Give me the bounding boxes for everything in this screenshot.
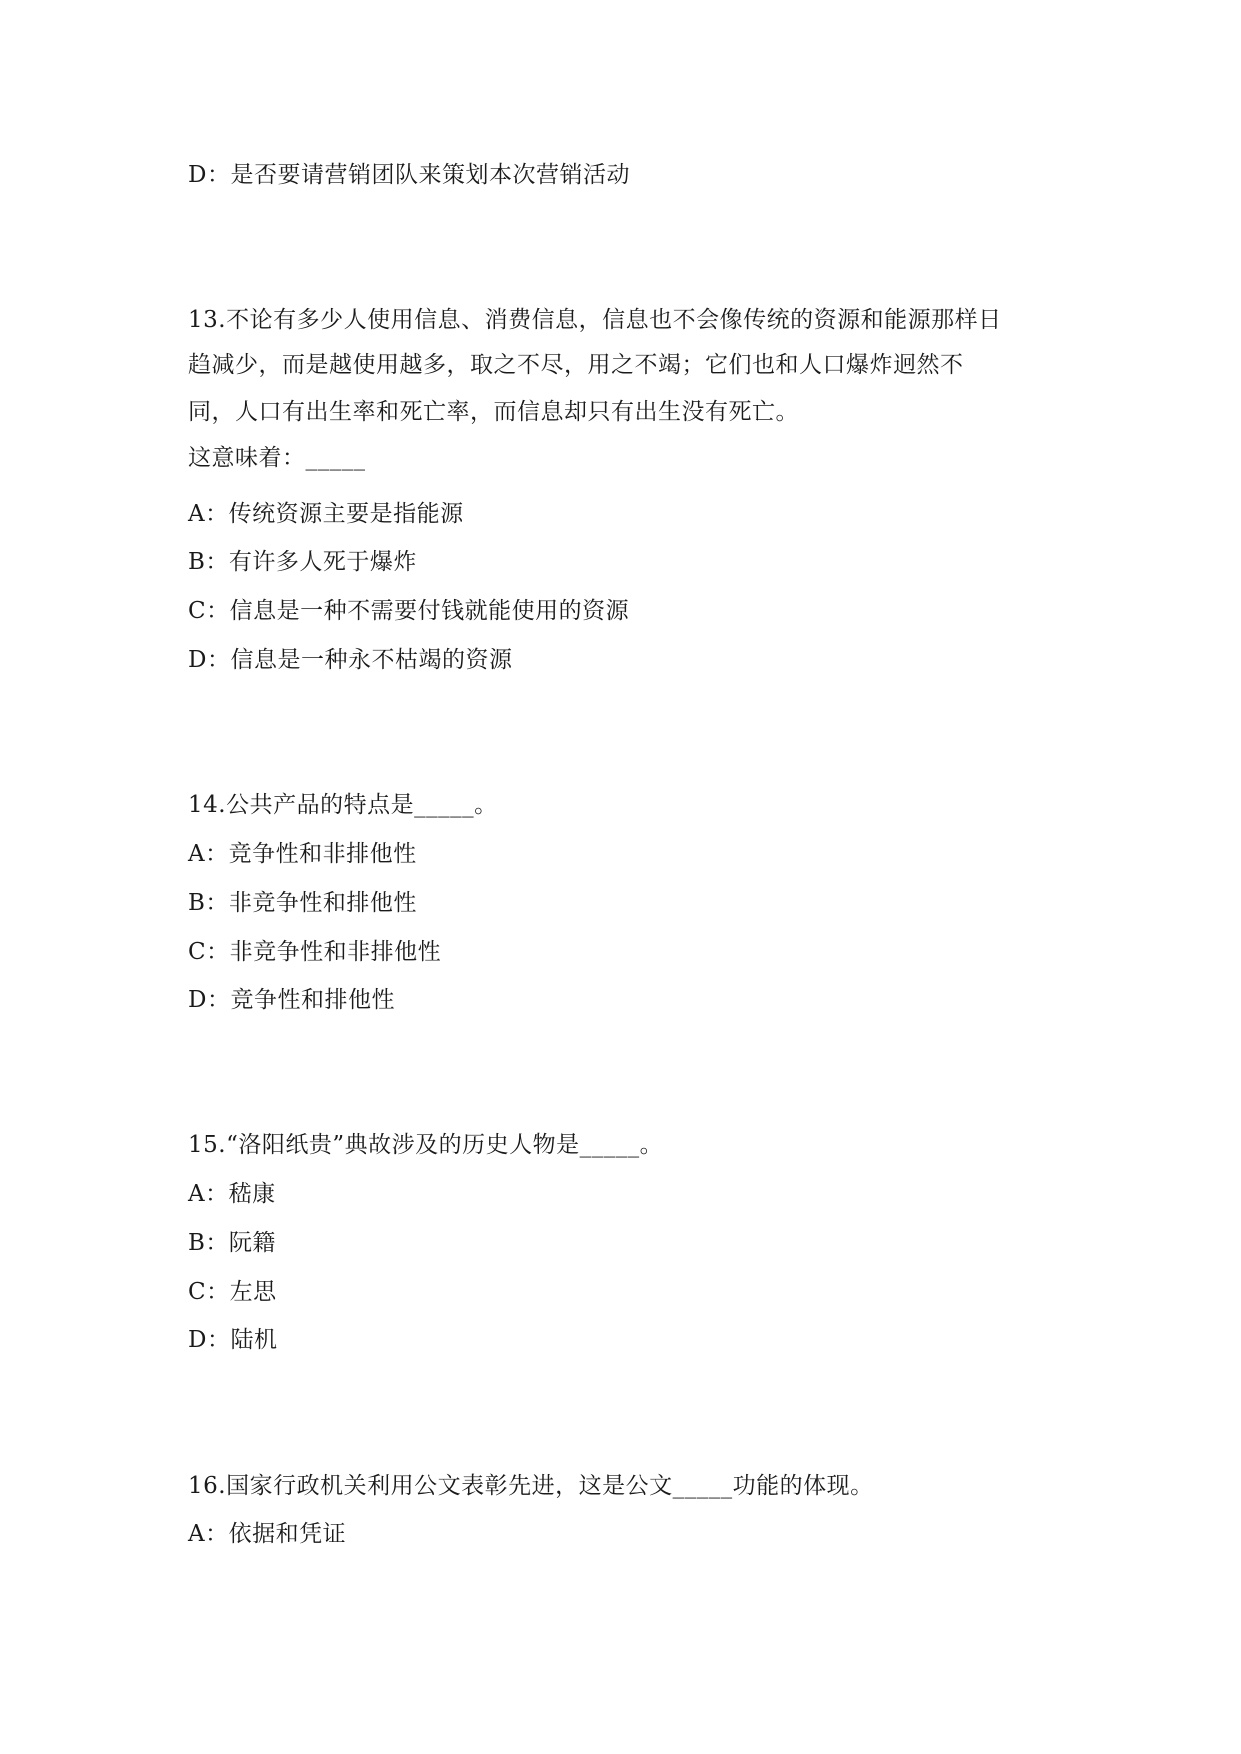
question-16-stem: 16.国家行政机关利用公文表彰先进，这是公文_____功能的体现。 [188,1473,874,1499]
question-15-option-b: B：阮籍 [188,1230,276,1256]
question-13-stem-line-3: 同，人口有出生率和死亡率，而信息却只有出生没有死亡。 [188,399,799,425]
question-15-option-d: D：陆机 [188,1327,278,1353]
prev-question-option-d: D：是否要请营销团队来策划本次营销活动 [188,162,630,188]
question-15-stem: 15.“洛阳纸贵”典故涉及的历史人物是_____。 [188,1132,664,1158]
question-15-option-a: A：嵇康 [188,1181,276,1207]
question-13-option-a: A：传统资源主要是指能源 [188,501,464,527]
question-14-option-b: B：非竞争性和排他性 [188,890,417,916]
question-13-option-c: C：信息是一种不需要付钱就能使用的资源 [188,598,630,624]
question-14-stem: 14.公共产品的特点是_____。 [188,792,498,818]
question-16-option-a: A：依据和凭证 [188,1521,347,1547]
question-13-stem-line-4: 这意味着：_____ [188,445,366,471]
question-15-option-c: C：左思 [188,1279,277,1305]
question-14-option-d: D：竞争性和排他性 [188,987,395,1013]
question-13-stem-line-1: 13.不论有多少人使用信息、消费信息，信息也不会像传统的资源和能源那样日 [188,307,1002,333]
question-13-stem-line-2: 趋减少，而是越使用越多，取之不尽，用之不竭；它们也和人口爆炸迥然不 [188,352,964,378]
question-13-option-b: B：有许多人死于爆炸 [188,549,417,575]
question-14-option-a: A：竞争性和非排他性 [188,841,417,867]
question-14-option-c: C：非竞争性和非排他性 [188,939,442,965]
question-13-option-d: D：信息是一种永不枯竭的资源 [188,647,513,673]
